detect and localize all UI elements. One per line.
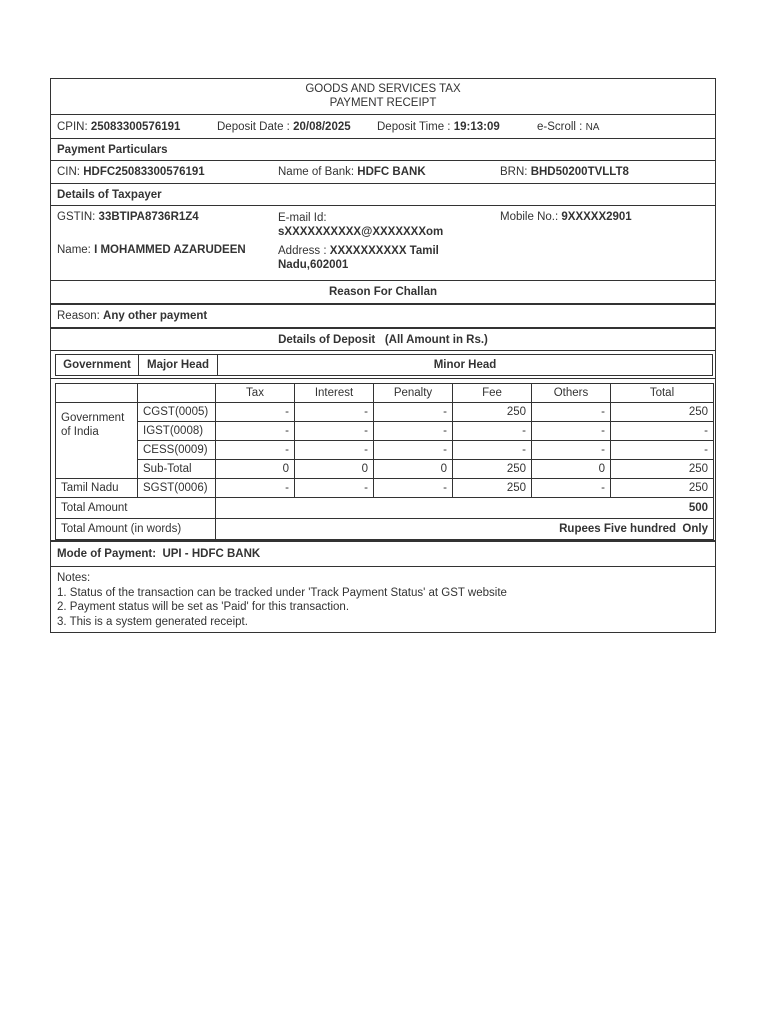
payment-particulars-row	[51, 161, 715, 184]
deposit-date-field	[217, 121, 351, 133]
cgst-label: CGST(0005)	[138, 403, 216, 422]
table-row	[56, 422, 714, 441]
subtotal-interest: 0	[295, 460, 374, 479]
cpin-value: 25083300576191	[90, 120, 181, 133]
sgst-total: 250	[611, 479, 714, 498]
total-amount-value: 500	[216, 498, 714, 519]
reason-row	[51, 305, 715, 329]
government-label: Government	[61, 412, 125, 424]
bank-value: HDFC BANK	[357, 166, 426, 178]
igst-total: -	[611, 422, 714, 441]
sgst-tax: -	[216, 479, 295, 498]
receipt-title	[51, 79, 715, 115]
cess-others: -	[532, 441, 611, 460]
total-words-value: Rupees Five hundred Only	[216, 519, 714, 540]
empty-cell	[56, 384, 138, 403]
gstin-field	[57, 211, 199, 223]
deposit-columns-row	[56, 384, 714, 403]
col-tax: Tax	[216, 384, 295, 403]
address-field	[278, 244, 439, 272]
email-value: sXXXXXXXXXX@XXXXXXXom	[278, 226, 444, 238]
payment-particulars-heading: Payment Particulars	[51, 139, 715, 161]
subtotal-fee: 250	[453, 460, 532, 479]
bank-label: Name of Bank:	[278, 166, 355, 178]
subtotal-label: Sub-Total	[138, 460, 216, 479]
bank-field	[278, 166, 426, 178]
igst-fee: -	[453, 422, 532, 441]
mode-of-payment-row	[51, 542, 715, 567]
total-words-label: Total Amount (in words)	[56, 519, 216, 540]
table-row	[56, 460, 714, 479]
cgst-others: -	[532, 403, 611, 422]
mobile-field	[500, 211, 632, 223]
notes-section	[51, 567, 715, 632]
taxpayer-name-value: I MOHAMMED AZARUDEEN	[94, 244, 246, 256]
email-field	[278, 211, 443, 239]
gst-payment-receipt	[50, 78, 716, 633]
title-line-1: GOODS AND SERVICES TAX	[305, 83, 461, 95]
deposit-heading-label: Details of Deposit	[278, 333, 376, 346]
address-line-2: Nadu,602001	[278, 259, 349, 271]
mode-of-payment-value: UPI - HDFC BANK	[162, 548, 261, 560]
cgst-total: 250	[611, 403, 714, 422]
table-row	[56, 403, 714, 422]
brn-value: BHD50200TVLLT8	[530, 166, 629, 178]
total-words-row	[56, 519, 714, 540]
cin-field	[57, 166, 205, 178]
empty-cell	[138, 384, 216, 403]
cess-interest: -	[295, 441, 374, 460]
note-3: 3. This is a system generated receipt.	[57, 615, 248, 628]
igst-tax: -	[216, 422, 295, 441]
mobile-value: 9XXXXX2901	[561, 211, 632, 223]
address-label: Address :	[278, 245, 327, 257]
table-row	[56, 441, 714, 460]
escroll-value: NA	[585, 121, 600, 133]
cgst-penalty: -	[374, 403, 453, 422]
deposit-time-label: Deposit Time :	[377, 120, 451, 133]
sgst-interest: -	[295, 479, 374, 498]
igst-others: -	[532, 422, 611, 441]
head-major: Major Head	[139, 355, 218, 376]
subtotal-tax: 0	[216, 460, 295, 479]
sgst-others: -	[532, 479, 611, 498]
head-minor: Minor Head	[218, 355, 713, 376]
escroll-label: e-Scroll :	[537, 120, 583, 133]
government-label-2: of India	[61, 426, 99, 438]
subtotal-others: 0	[532, 460, 611, 479]
head-government: Government	[56, 355, 139, 376]
escroll-field	[537, 121, 599, 133]
sgst-label: SGST(0006)	[138, 479, 216, 498]
cgst-fee: 250	[453, 403, 532, 422]
brn-label: BRN:	[500, 166, 528, 178]
sgst-fee: 250	[453, 479, 532, 498]
sgst-penalty: -	[374, 479, 453, 498]
col-others: Others	[532, 384, 611, 403]
deposit-table	[55, 383, 714, 540]
total-amount-label: Total Amount	[56, 498, 216, 519]
igst-label: IGST(0008)	[138, 422, 216, 441]
igst-interest: -	[295, 422, 374, 441]
cin-label: CIN:	[57, 166, 80, 178]
mode-of-payment-label: Mode of Payment:	[57, 548, 157, 560]
cess-total: -	[611, 441, 714, 460]
notes-title: Notes:	[57, 572, 91, 584]
cgst-tax: -	[216, 403, 295, 422]
receipt-meta-row	[51, 115, 715, 139]
subtotal-total: 250	[611, 460, 714, 479]
reason-label: Reason:	[57, 310, 100, 322]
subtotal-penalty: 0	[374, 460, 453, 479]
cgst-interest: -	[295, 403, 374, 422]
mobile-label: Mobile No.:	[500, 211, 559, 223]
government-india-cell	[56, 403, 138, 479]
title-line-2: PAYMENT RECEIPT	[329, 97, 437, 109]
cin-value: HDFC25083300576191	[83, 166, 205, 178]
note-2: 2. Payment status will be set as 'Paid' for this transaction.	[57, 601, 350, 613]
address-line-1: XXXXXXXXXX Tamil	[329, 245, 439, 257]
cess-fee: -	[453, 441, 532, 460]
deposit-date-label: Deposit Date :	[217, 120, 290, 133]
email-label: E-mail Id:	[278, 212, 327, 224]
total-amount-row	[56, 498, 714, 519]
cess-penalty: -	[374, 441, 453, 460]
taxpayer-name-field	[57, 244, 246, 256]
deposit-head-row	[51, 351, 715, 379]
cpin-label: CPIN:	[57, 120, 88, 133]
challan-heading: Reason For Challan	[51, 281, 715, 305]
note-1: 1. Status of the transaction can be tracked under 'Track Payment Status' at GST website	[57, 586, 507, 599]
col-fee: Fee	[453, 384, 532, 403]
taxpayer-heading: Details of Taxpayer	[51, 184, 715, 206]
deposit-date-value: 20/08/2025	[293, 120, 351, 133]
deposit-table-wrap	[51, 379, 715, 542]
brn-field	[500, 166, 629, 178]
deposit-heading	[51, 329, 715, 351]
cpin-field	[57, 121, 180, 133]
igst-penalty: -	[374, 422, 453, 441]
col-interest: Interest	[295, 384, 374, 403]
deposit-time-value: 19:13:09	[453, 120, 500, 133]
head-table	[55, 354, 713, 376]
col-penalty: Penalty	[374, 384, 453, 403]
deposit-heading-note: (All Amount in Rs.)	[384, 333, 488, 346]
taxpayer-details	[51, 206, 715, 281]
col-total: Total	[611, 384, 714, 403]
reason-value: Any other payment	[103, 310, 208, 322]
gstin-value: 33BTIPA8736R1Z4	[98, 211, 199, 223]
taxpayer-name-label: Name:	[57, 244, 91, 256]
deposit-time-field	[377, 121, 500, 133]
table-row	[56, 479, 714, 498]
cess-tax: -	[216, 441, 295, 460]
gstin-label: GSTIN:	[57, 211, 96, 223]
government-tn-cell: Tamil Nadu	[56, 479, 138, 498]
cess-label: CESS(0009)	[138, 441, 216, 460]
